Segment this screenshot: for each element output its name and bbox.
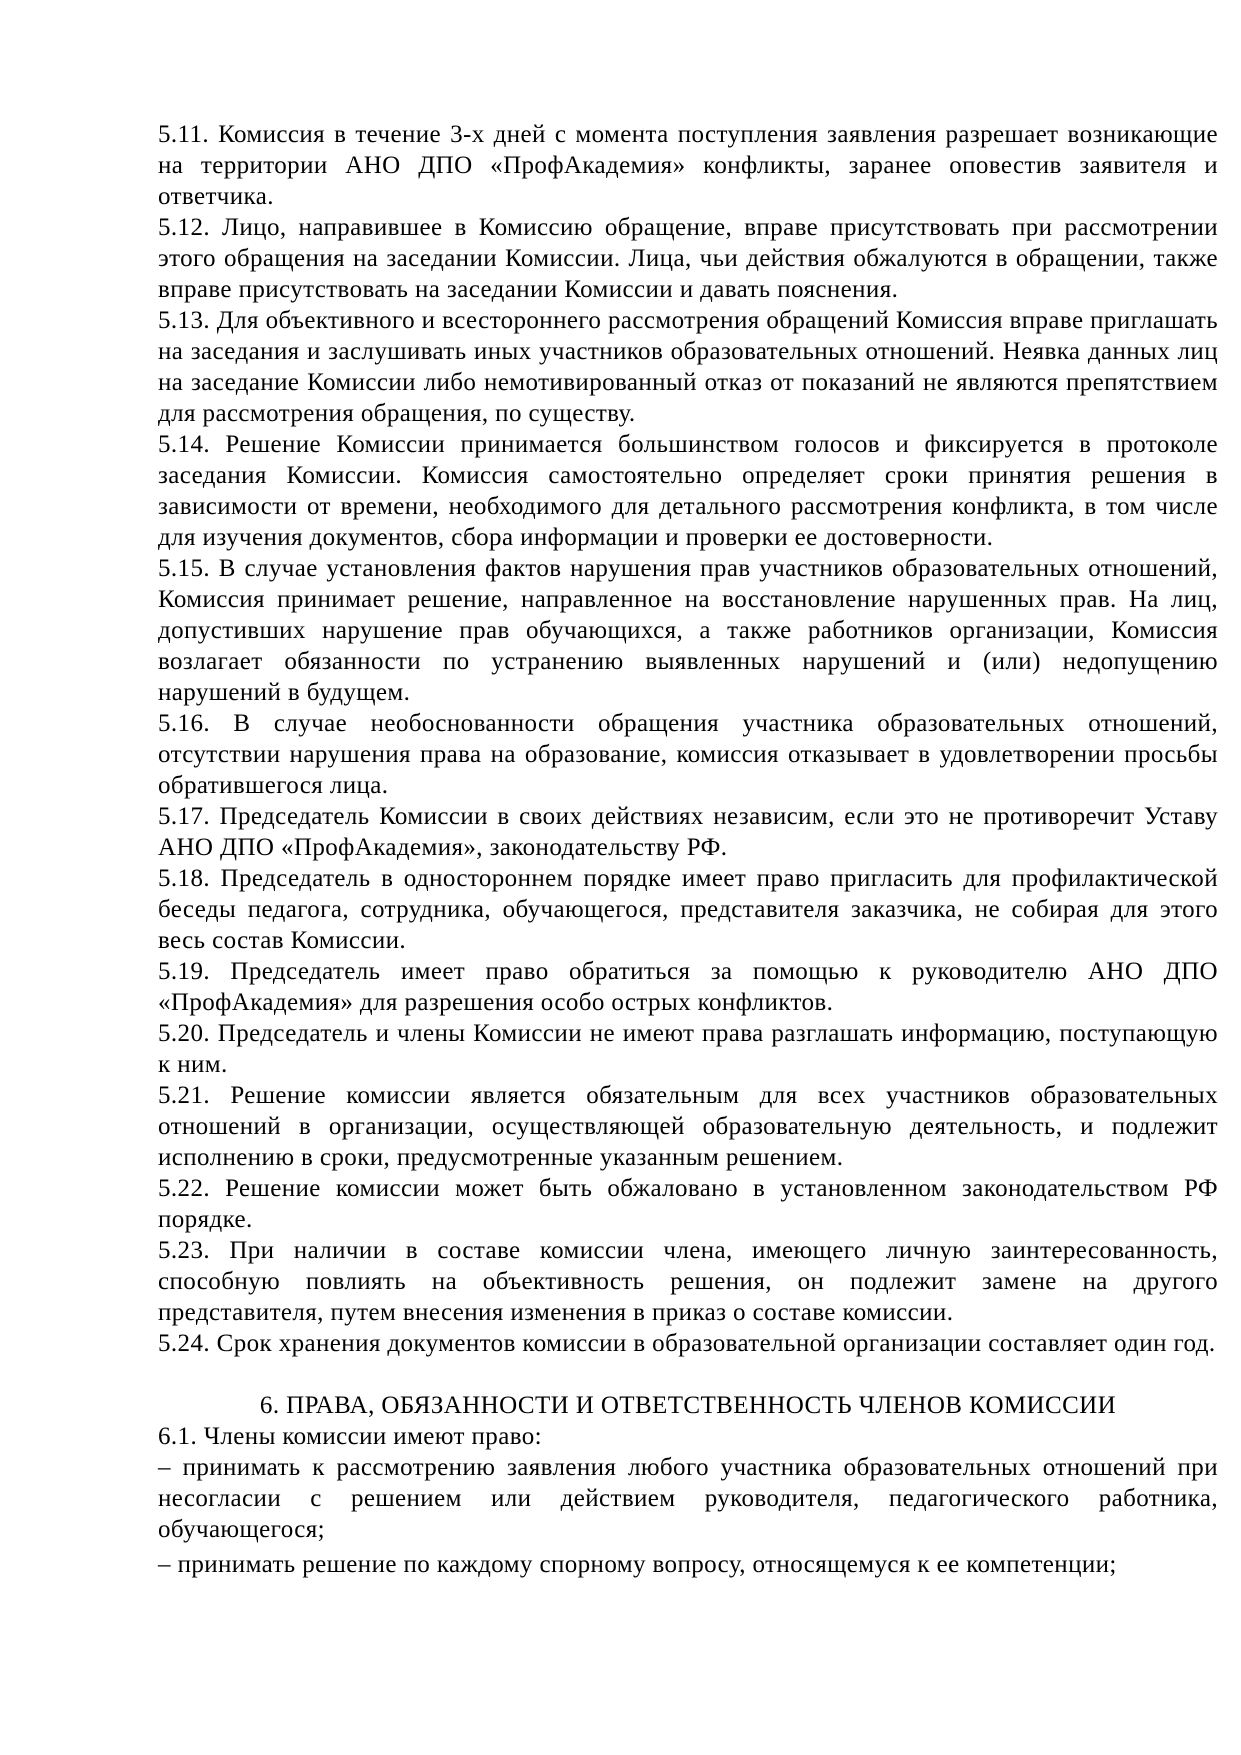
list-item-rights-1 — [158, 1452, 1218, 1545]
clause-5-12 — [158, 212, 1218, 305]
clause-number: 5.21. — [158, 1082, 210, 1109]
clause-5-23 — [158, 1235, 1218, 1328]
clause-text: Комиссия в течение 3-х дней с момента поступления заявления разрешает возникающие на территории АНО ДПО «ПрофАкадемия» конфликты, заранее оповестив заявителя и ответчика. — [158, 121, 1218, 210]
clause-text: Решение комиссии может быть обжаловано в установленном законодательством РФ порядке. — [158, 1175, 1219, 1233]
clause-number: 5.20. — [158, 1020, 210, 1047]
clause-number: 5.17. — [158, 803, 210, 830]
clause-number: 5.14. — [158, 431, 210, 458]
clause-number: 5.15. — [158, 555, 210, 582]
clause-text: Срок хранения документов комиссии в образовательной организации составляет один год. — [216, 1330, 1216, 1357]
list-item-text: принимать к рассмотрению заявления любого участника образовательных отношений при несогласии с решением или действием руководителя, педагогического работника, обучающегося; — [158, 1454, 1218, 1543]
dash-marker: – — [158, 1551, 171, 1578]
clause-text: Решение Комиссии принимается большинством голосов и фиксируется в протоколе заседания Комиссии. Комиссия самостоятельно определяет сроки принятия решения в зависимости от времени, необходимого для детального рассмотрения конфликта, в том числе для изучения документов, сбора информации и проверки ее достоверности. — [158, 431, 1218, 551]
clause-number: 5.24. — [158, 1330, 210, 1357]
clause-text: В случае установления фактов нарушения прав участников образовательных отношений, Комиссия принимает решение, направленное на восстановление нарушенных прав. На лиц, допустивших нарушение прав обучающихся, а также работников организации, Комиссия возлагает обязанности по устранению выявленных нарушений и (или) недопущению нарушений в будущем. — [158, 555, 1219, 706]
clause-5-22 — [158, 1173, 1218, 1235]
clause-text: Председатель и члены Комиссии не имеют права разглашать информацию, поступающую к ним. — [158, 1020, 1218, 1078]
clause-5-15 — [158, 553, 1218, 708]
clause-text: При наличии в составе комиссии члена, имеющего личную заинтересованность, способную повлиять на объективность решения, он подлежит замене на другого представителя, путем внесения изменения в приказ о составе комиссии. — [158, 1237, 1218, 1326]
clause-number: 5.23. — [158, 1237, 210, 1264]
clause-text: Председатель Комиссии в своих действиях независим, если это не противоречит Уставу АНО ДПО «ПрофАкадемия», законодательству РФ. — [158, 803, 1218, 861]
clause-number: 5.19. — [158, 958, 210, 985]
clause-number: 6.1. — [158, 1423, 198, 1450]
clause-text: Лицо, направившее в Комиссию обращение, вправе присутствовать при рассмотрении этого обращения на заседании Комиссии. Лица, чьи действия обжалуются в обращении, также вправе присутствовать на заседании Комиссии и давать пояснения. — [158, 214, 1218, 303]
section-6-heading: 6. ПРАВА, ОБЯЗАННОСТИ И ОТВЕТСТВЕННОСТЬ ЧЛЕНОВ КОМИССИИ — [259, 1392, 1117, 1419]
clause-number: 5.12. — [158, 214, 210, 241]
clause-5-17 — [158, 801, 1218, 863]
clause-6-1 — [158, 1421, 1218, 1452]
clause-text: Члены комиссии имеют право: — [203, 1423, 542, 1450]
clause-5-20 — [158, 1018, 1218, 1080]
clause-5-19 — [158, 956, 1218, 1018]
clause-5-11 — [158, 119, 1218, 212]
clause-text: Для объективного и всестороннего рассмотрения обращений Комиссия вправе приглашать на заседания и заслушивать иных участников образовательных отношений. Неявка данных лиц на заседание Комиссии либо немотивированный отказ от показаний не являются препятствием для рассмотрения обращения, по существу. — [158, 307, 1218, 427]
clause-text: Председатель в одностороннем порядке имеет право пригласить для профилактической беседы педагога, сотрудника, обучающегося, представителя заказчика, не собирая для этого весь состав Комиссии. — [158, 865, 1218, 954]
clause-5-21 — [158, 1080, 1218, 1173]
clause-5-13 — [158, 305, 1218, 429]
clause-number: 5.16. — [158, 710, 210, 737]
clause-5-24 — [158, 1328, 1218, 1359]
clause-number: 5.13. — [158, 307, 210, 334]
list-item-rights-2 — [158, 1549, 1218, 1580]
list-item-text: принимать решение по каждому спорному вопросу, относящемуся к ее компетенции; — [177, 1551, 1117, 1578]
clause-text: В случае необоснованности обращения участника образовательных отношений, отсутствии нарушения права на образование, комиссия отказывает в удовлетворении просьбы обратившегося лица. — [158, 710, 1218, 799]
clause-text: Председатель имеет право обратиться за помощью к руководителю АНО ДПО «ПрофАкадемия» для разрешения особо острых конфликтов. — [158, 958, 1219, 1016]
clause-number: 5.11. — [158, 121, 210, 148]
dash-marker: – — [158, 1454, 171, 1481]
clause-number: 5.18. — [158, 865, 210, 892]
clause-5-14 — [158, 429, 1218, 553]
clause-number: 5.22. — [158, 1175, 210, 1202]
clause-5-18 — [158, 863, 1218, 956]
clause-5-16 — [158, 708, 1218, 801]
clause-text: Решение комиссии является обязательным для всех участников образовательных отношений в организации, осуществляющей образовательную деятельность, и подлежит исполнению в сроки, предусмотренные указанным решением. — [158, 1082, 1218, 1171]
